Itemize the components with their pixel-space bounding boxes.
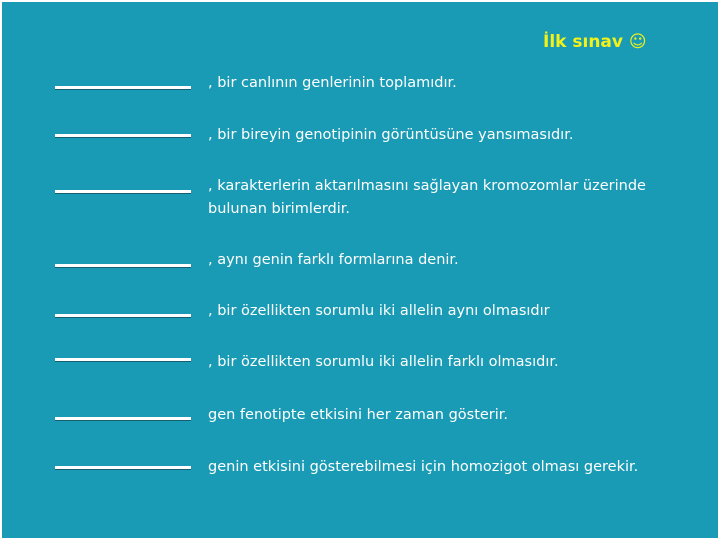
item-text: gen fenotipte etkisini her zaman gösterir.: [208, 407, 509, 423]
answer-blank-line: [55, 417, 191, 421]
item-text: , bir özellikten sorumlu iki allelin farklı olmasıdır.: [208, 354, 559, 370]
item-text: , karakterlerin aktarılmasını sağlayan kromozomlar üzerinde bulunan birimlerdir.: [208, 178, 646, 217]
answer-blank-line: [55, 264, 191, 268]
answer-blank-line: [55, 358, 191, 362]
answer-blank-line: [55, 314, 191, 318]
item-text: , aynı genin farklı formlarına denir.: [208, 252, 459, 268]
item-text: genin etkisini gösterebilmesi için homozigot olması gerekir.: [208, 459, 639, 475]
answer-blank-line: [55, 190, 191, 194]
item-text: , bir özellikten sorumlu iki allelin aynı olmasıdır: [208, 303, 550, 319]
item-text: , bir bireyin genotipinin görüntüsüne yansımasıdır.: [208, 127, 574, 143]
answer-blank-line: [55, 466, 191, 470]
answer-blank-line: [55, 134, 191, 138]
slide-background: [2, 2, 718, 538]
answer-blank-line: [55, 86, 191, 90]
item-text: , bir canlının genlerinin toplamıdır.: [208, 75, 457, 91]
slide-title: İlk sınav ☺: [543, 32, 647, 52]
